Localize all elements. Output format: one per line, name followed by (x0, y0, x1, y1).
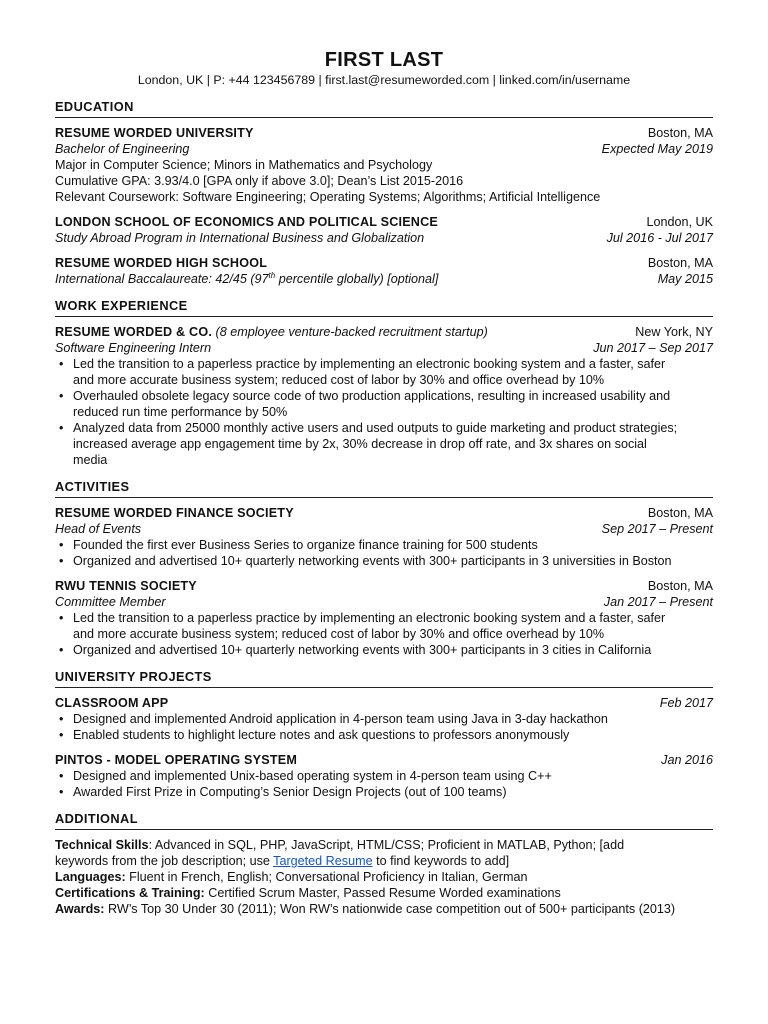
bullet-item (55, 711, 713, 727)
bullet-line: • Awarded First Prize in Computing’s Senior Design Projects (out of 100 teams) (73, 785, 507, 799)
bullet-line: • Led the transition to a paperless practice by implementing an electronic booking system and a faster, safer (73, 611, 666, 625)
work-role: Software Engineering Intern (55, 341, 212, 355)
technical-skills-label: Technical Skills (55, 838, 149, 852)
certifications-text: Certified Scrum Master, Passed Resume Worded examinations (204, 886, 561, 900)
degree-ordinal-suffix: th (268, 270, 276, 280)
activity-bullets (55, 537, 713, 569)
activity-location: Boston, MA (647, 579, 713, 593)
education-degree (55, 271, 438, 287)
education-location: Boston, MA (647, 126, 713, 140)
work-org: RESUME WORDED & CO. (55, 325, 213, 339)
education-section (55, 99, 713, 287)
section-title-projects: UNIVERSITY PROJECTS (55, 669, 713, 688)
bullet-line: • Led the transition to a paperless practice by implementing an electronic booking system and a faster, safer (73, 357, 666, 371)
work-org-note: (8 employee venture-backed recruitment startup) (212, 325, 488, 339)
awards-text: RW’s Top 30 Under 30 (2011); Won RW’s nationwide case competition out of 500+ participants (2013) (104, 902, 676, 916)
projects-section (55, 669, 713, 800)
contact-line: London, UK | P: +44 123456789 | first.last@resumeworded.com | linked.com/in/username (137, 73, 631, 87)
technical-skills-text: keywords from the job description; use (55, 854, 274, 868)
education-detail: Relevant Coursework: Software Engineering; Operating Systems; Algorithms; Artificial Intelligence (55, 190, 601, 204)
bullet-line: reduced run time performance by 50% (73, 405, 288, 419)
activity-org: RESUME WORDED FINANCE SOCIETY (55, 506, 294, 520)
bullet-item (55, 553, 713, 569)
project-name: CLASSROOM APP (55, 696, 169, 710)
project-name: PINTOS - MODEL OPERATING SYSTEM (55, 753, 298, 767)
project-entry (55, 695, 713, 743)
work-location: New York, NY (635, 325, 713, 339)
degree-text: percentile globally) [optional] (275, 272, 439, 286)
bullet-line: • Founded the first ever Business Series to organize finance training for 500 students (73, 538, 538, 552)
education-degree: Bachelor of Engineering (55, 142, 190, 156)
education-location: London, UK (646, 215, 713, 229)
certifications-line (55, 885, 713, 901)
section-title-additional: ADDITIONAL (55, 811, 713, 830)
bullet-line: media (73, 453, 108, 467)
education-detail: Cumulative GPA: 3.93/4.0 [GPA only if above 3.0]; Dean’s List 2015-2016 (55, 174, 464, 188)
bullet-line: • Enabled students to highlight lecture notes and ask questions to professors anonymously (73, 728, 570, 742)
bullet-line: • Designed and implemented Android application in 4-person team using Java in 3-day hackathon (73, 712, 608, 726)
bullet-item (55, 768, 713, 784)
resume-name: FIRST LAST (324, 49, 444, 71)
education-entry (55, 214, 713, 246)
languages-line (55, 869, 713, 885)
targeted-resume-link[interactable]: Targeted Resume (273, 854, 373, 868)
bullet-item (55, 537, 713, 553)
bullet-line: and more accurate business system; reduced cost of labor by 30% and office overhead by 10% (73, 373, 605, 387)
bullet-line: increased average app engagement time by 2x, 30% decrease in drop off rate, and 3x shares on social (73, 437, 647, 451)
section-title-activities: ACTIVITIES (55, 479, 713, 498)
languages-text: Fluent in French, English; Conversational Proficiency in Italian, German (125, 870, 528, 884)
education-date: Expected May 2019 (601, 142, 713, 156)
work-entry (55, 324, 713, 468)
education-entry (55, 255, 713, 287)
technical-skills-line (55, 837, 713, 853)
awards-label: Awards: (55, 902, 105, 916)
bullet-item (55, 727, 713, 743)
bullet-item (55, 610, 713, 642)
technical-skills-line (55, 853, 713, 869)
activity-date: Jan 2017 – Present (603, 595, 713, 609)
awards-line (55, 901, 713, 917)
bullet-item (55, 388, 713, 420)
education-detail: Major in Computer Science; Minors in Mathematics and Psychology (55, 158, 433, 172)
activity-date: Sep 2017 – Present (601, 522, 713, 536)
education-org: RESUME WORDED HIGH SCHOOL (55, 256, 268, 270)
activity-role: Head of Events (55, 522, 142, 536)
education-entry (55, 125, 713, 205)
bullet-line: • Organized and advertised 10+ quarterly networking events with 300+ participants in 3 universities in Boston (73, 554, 672, 568)
education-degree: Study Abroad Program in International Business and Globalization (55, 231, 425, 245)
bullet-line: and more accurate business system; reduced cost of labor by 30% and office overhead by 10% (73, 627, 605, 641)
bullet-line: • Designed and implemented Unix-based operating system in 4-person team using C++ (73, 769, 552, 783)
activity-entry (55, 505, 713, 569)
bullet-item (55, 420, 713, 468)
activity-org: RWU TENNIS SOCIETY (55, 579, 197, 593)
work-section (55, 298, 713, 468)
work-bullets (55, 356, 713, 468)
section-title-work: WORK EXPERIENCE (55, 298, 713, 317)
work-date: Jun 2017 – Sep 2017 (593, 341, 713, 355)
certifications-label: Certifications & Training: (55, 886, 205, 900)
project-bullets (55, 711, 713, 743)
bullet-item (55, 784, 713, 800)
education-org: LONDON SCHOOL OF ECONOMICS AND POLITICAL SCIENCE (55, 215, 438, 229)
activity-location: Boston, MA (647, 506, 713, 520)
bullet-item (55, 642, 713, 658)
education-date: Jul 2016 - Jul 2017 (606, 231, 713, 245)
degree-text: International Baccalaureate: 42/45 (97 (55, 272, 269, 286)
project-date: Feb 2017 (659, 696, 713, 710)
technical-skills-text: : Advanced in SQL, PHP, JavaScript, HTML/CSS; Proficient in MATLAB, Python; [add (148, 838, 625, 852)
project-bullets (55, 768, 713, 800)
activity-role: Committee Member (55, 595, 166, 609)
education-location: Boston, MA (647, 256, 713, 270)
project-date: Jan 2016 (661, 753, 713, 767)
languages-label: Languages: (55, 870, 126, 884)
bullet-line: • Analyzed data from 25000 monthly active users and used outputs to guide marketing and product strategies; (73, 421, 678, 435)
activity-bullets (55, 610, 713, 658)
activities-section (55, 479, 713, 658)
activity-entry (55, 578, 713, 658)
bullet-line: • Organized and advertised 10+ quarterly networking events with 300+ participants in 3 cities in California (73, 643, 652, 657)
section-title-education: EDUCATION (55, 99, 713, 118)
project-entry (55, 752, 713, 800)
education-date: May 2015 (657, 272, 713, 286)
work-org-line (55, 324, 488, 340)
bullet-line: • Overhauled obsolete legacy source code of two production applications, resulting in increased usability and (73, 389, 671, 403)
technical-skills-text: to find keywords to add] (372, 854, 510, 868)
education-org: RESUME WORDED UNIVERSITY (55, 126, 254, 140)
bullet-item (55, 356, 713, 388)
additional-section (55, 811, 713, 917)
